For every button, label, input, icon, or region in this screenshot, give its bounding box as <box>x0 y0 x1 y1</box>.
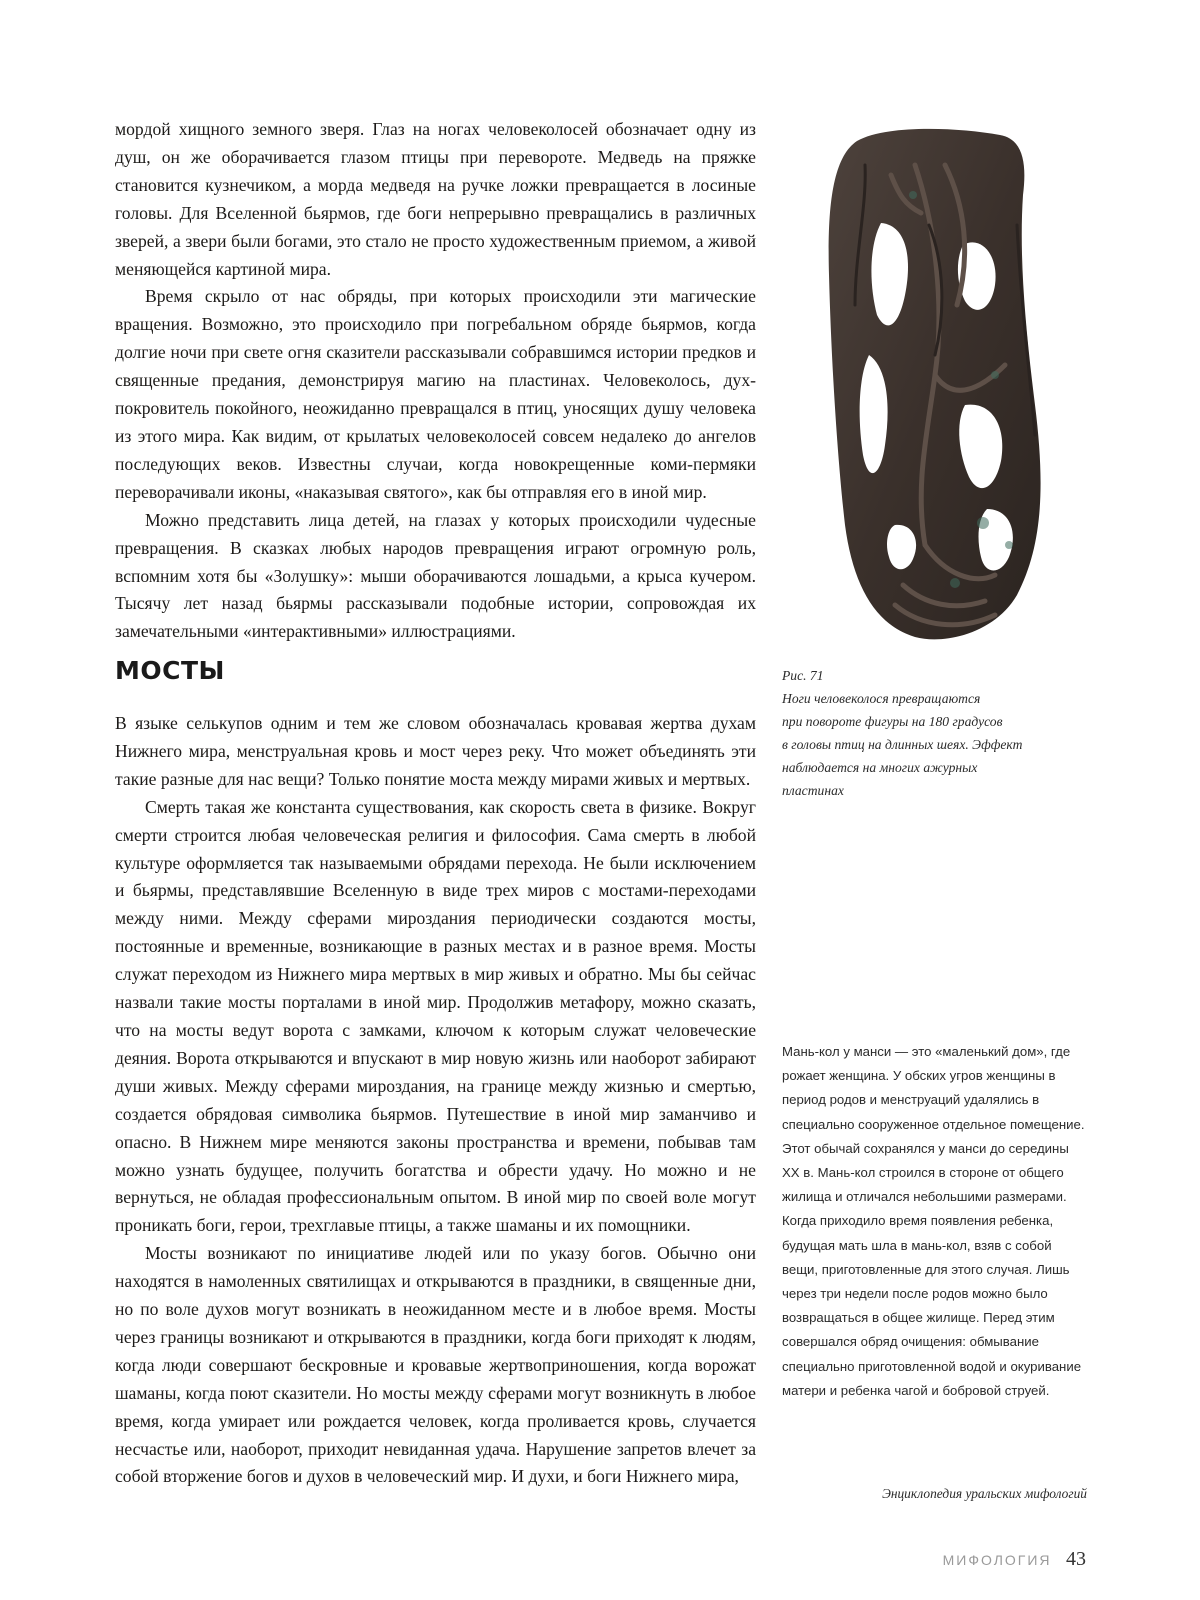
caption-label: Рис. 71 <box>782 668 824 683</box>
sidenote-source: Энциклопедия уральских мифологий <box>882 1486 1087 1501</box>
caption-line: Ноги человеколося превращаются <box>782 691 981 706</box>
page-footer <box>943 1548 1086 1571</box>
running-head: МИФОЛОГИЯ <box>942 1552 1052 1568</box>
page-number: 43 <box>1066 1548 1086 1570</box>
section-heading: МОСТЫ <box>115 656 225 685</box>
caption-line: при повороте фигуры на 180 градусов <box>782 714 1003 729</box>
body-text-top <box>115 116 756 646</box>
sidenote-text: Мань-кол у манси — это «маленький дом», где рожает женщина. У обских угров женщины в период родов и менструаций удалялись в специально сооруженное отдельное помещение. Этот обычай сохранялся у манси до середины XX в. Мань-кол строился в стороне от общего жилища и отличался небольшими размерами. Когда приходило время появления ребенка, будущая мать шла в мань-кол, взяв с собой вещи, приготовленные для этого случая. Лишь через три недели после родов можно было возвращаться в общее жилище. Перед этим совершался обряд очищения: обмывание специально приготовленной водой и окуривание матери и ребенка чагой и бобровой струей. <box>782 1044 1085 1398</box>
paragraph: Мосты возникают по инициативе людей или по указу богов. Обычно они находятся в намоленных святилищах и открываются в праздники, в священные дни, но по воле духов могут возникать в неожиданном месте и в любое время. Мосты через границы возникают и открываются в праздники, когда боги приходят к людям, когда люди совершают бескровные и кровавые жертвоприношения, когда ворожат шаманы, когда поют сказители. Но мосты между сферами могут возникнуть в любое время, когда умирает или рождается человек, когда проливается кровь, случается несчастье или, наоборот, приходит невиданная удача. Нарушение запретов влечет за собой вторжение богов и духов в человеческий мир. И духи, и боги Нижнего мира, <box>115 1243 756 1487</box>
caption-line: пластинах <box>782 783 844 798</box>
paragraph: мордой хищного земного зверя. Глаз на ногах человеколосей обозначает одну из душ, он же оборачивается глазом птицы при перевороте. Медведь на пряжке становится кузнечиком, а морда медведя на ручке ложки превращается в лосиные головы. Для Вселенной бьярмов, где боги непрерывно превращались в различных зверей, а звери были богами, это стало не просто художественным приемом, а живой меняющейся картиной мира. <box>115 119 756 279</box>
caption-line: в головы птиц на длинных шеях. Эффект <box>782 737 1023 752</box>
paragraph: В языке селькупов одним и тем же словом обозначалась кровавая жертва духам Нижнего мира, менструальная кровь и мост через реку. Что может объединять эти такие разные для нас вещи? Только понятие моста между мирами живых и мертвых. <box>115 713 756 789</box>
paragraph: Смерть такая же константа существования, как скорость света в физике. Вокруг смерти строится любая человеческая религия и философия. Сама смерть в любой культуре оформляется так называемыми обрядами перехода. Не были исключением и бьярмы, представлявшие Вселенную в виде трех миров с мостами-переходами между ними. Между сферами мироздания периодически создаются мосты, постоянные и временные, возникающие в разных местах и в разное время. Мосты служат переходом из Нижнего мира мертвых в мир живых и обратно. Мы бы сейчас назвали такие мосты порталами в иной мир. Продолжив метафору, можно сказать, что на мосты ведут ворота с замками, ключом к которым служат человеческие деяния. Ворота открываются и впускают в мир новую жизнь или наоборот забирают души живых. Между сферами мироздания, на границе между жизнью и смертью, создается обрядовая символика бьярмов. Путешествие в иной мир заманчиво и опасно. В Нижнем мире меняются законы пространства и времени, побывав там можно узнать будущее, получить богатства и обрести удачу. Но можно и не вернуться, не обладая профессиональным опытом. В иной мир по своей воле могут проникать боги, герои, трехглавые птицы, а также шаманы и их помощники. <box>115 796 756 1236</box>
bronze-plaque-figure <box>795 105 1075 653</box>
paragraph: Можно представить лица детей, на глазах у которых происходили чудесные превращения. В сказках любых народов превращения играют огромную роль, вспомним хотя бы «Золушку»: мыши оборачиваются лошадьми, а крыса кучером. Тысячу лет назад бьярмы рассказывали подобные истории, сопровождая их замечательными «интерактивными» иллюстрациями. <box>115 509 756 642</box>
paragraph: Время скрыло от нас обряды, при которых происходили эти магические вращения. Возможно, это происходило при погребальном обряде бьярмов, когда долгие ночи при свете огня сказители рассказывали собравшимся истории предков и священные предания, демонстрируя магию на пластинах. Человеколось, дух-покровитель покойного, неожиданно превращался в птиц, уносящих душу человека из этого мира. Как видим, от крылатых человеколосей совсем недалеко до ангелов последующих веков. Известны случаи, когда новокрещенные коми-пермяки переворачивали иконы, «наказывая святого», как бы отправляя его в иной мир. <box>115 286 756 502</box>
bronze-openwork-plaque-image <box>795 105 1075 653</box>
caption-line: наблюдается на многих ажурных <box>782 760 978 775</box>
figure-caption <box>782 664 1082 802</box>
body-text-bottom <box>115 710 756 1491</box>
